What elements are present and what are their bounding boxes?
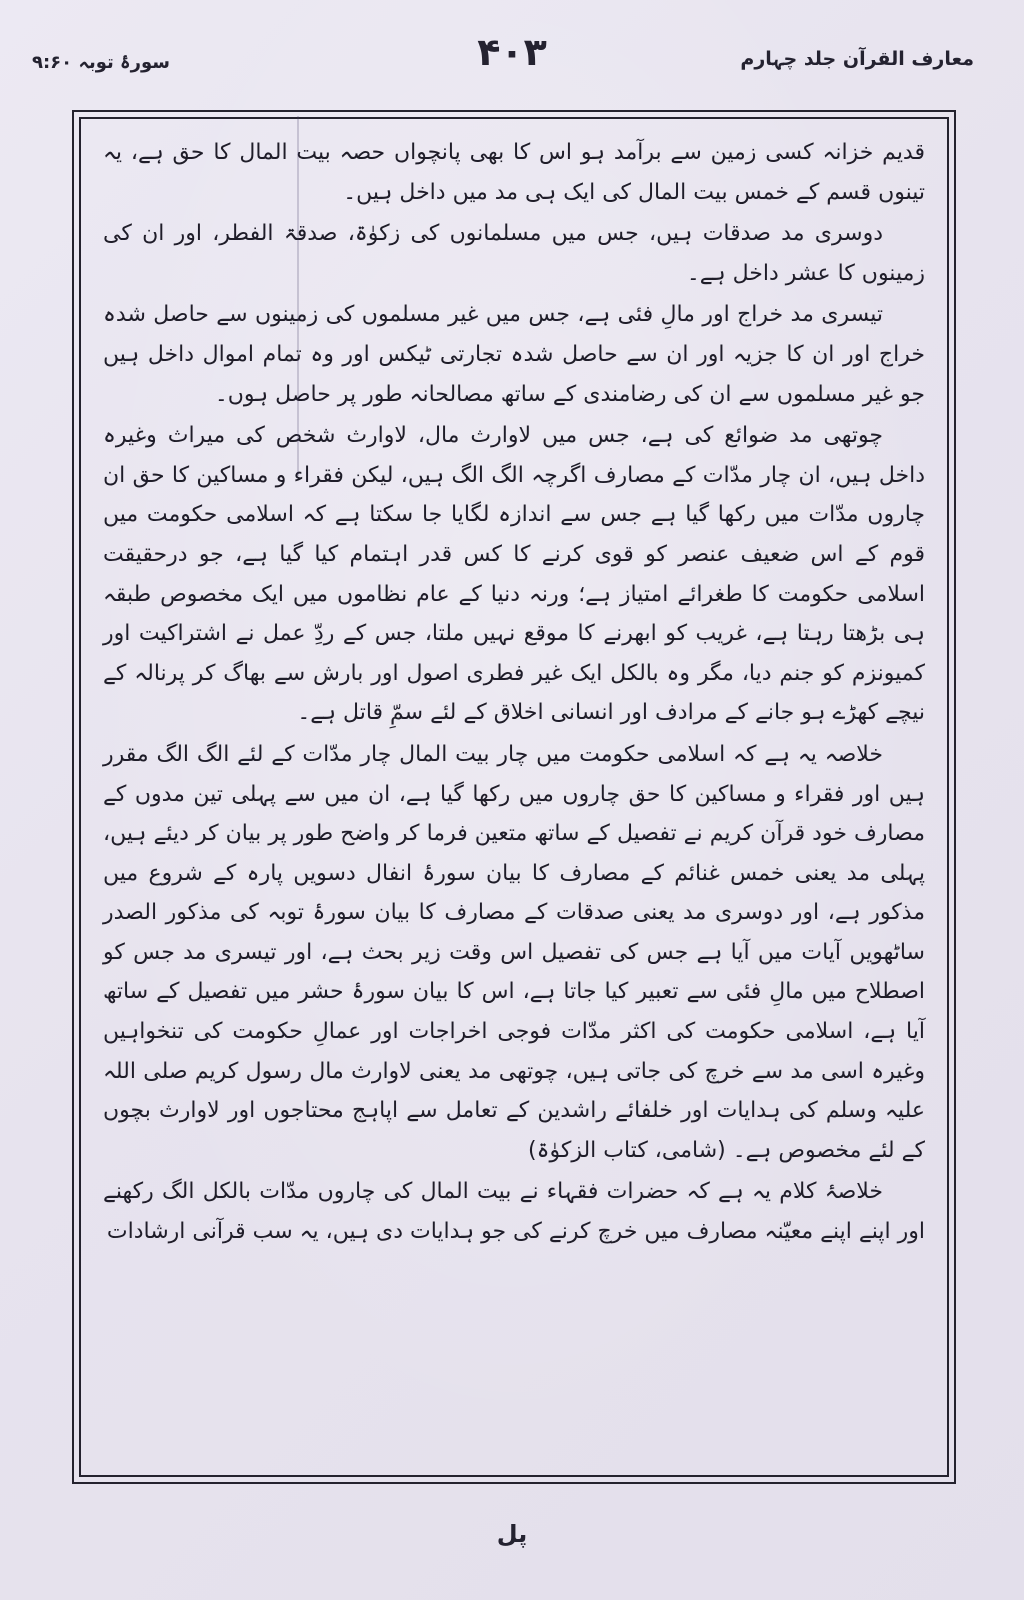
surah-reference: سورۂ توبہ ۹:۶۰ xyxy=(32,52,170,73)
book-title: معارف القرآن جلد چہارم xyxy=(740,48,974,70)
text-frame-inner xyxy=(79,117,949,1477)
paragraph: تیسری مد خراج اور مالِ فئی ہے، جس میں غیر مسلموں کی زمینوں سے حاصل شدہ خراج اور ان کا جزیہ اور ان سے حاصل شدہ تجارتی ٹیکس اور وہ تمام اموال داخل ہیں جو غیر مسلموں سے ان کی رضامندی کے ساتھ مصالحانہ طور پر حاصل ہوں۔ xyxy=(103,302,925,407)
paragraph: دوسری مد صدقات ہیں، جس میں مسلمانوں کی زکوٰۃ، صدقۃ الفطر، اور ان کی زمینوں کا عشر داخل ہے۔ xyxy=(103,221,925,286)
body-text xyxy=(103,133,925,1252)
paragraph: چوتھی مد ضوائع کی ہے، جس میں لاوارث مال، لاوارث شخص کی میراث وغیرہ داخل ہیں، ان چار مدّات کے مصارف اگرچہ الگ الگ ہیں، لیکن فقراء و مساکین کا حق ان چاروں مدّات میں رکھا گیا ہے جس سے اندازہ لگایا جا سکتا ہے کہ اسلامی حکومت میں قوم کے اس ضعیف عنصر کو قوی کرنے کا کس قدر اہتمام کیا گیا ہے، جو درحقیقت اسلامی حکومت کا طغرائے امتیاز ہے؛ ورنہ دنیا کے عام نظاموں میں ایک مخصوص طبقہ ہی بڑھتا رہتا ہے، غریب کو ابھرنے کا موقع نہیں ملتا، جس کے ردِّ عمل نے اشتراکیت اور کمیونزم کو جنم دیا، مگر وہ بالکل ایک غیر فطری اصول اور بارش سے بھاگ کر پرنالہ کے نیچے کھڑے ہو جانے کے مرادف اور انسانی اخلاق کے لئے سمِّ قاتل ہے۔ xyxy=(103,423,925,726)
paragraph: خلاصہ یہ ہے کہ اسلامی حکومت میں چار بیت المال چار مدّات کے لئے الگ الگ مقرر ہیں اور فقراء و مساکین کا حق چاروں میں رکھا گیا ہے، ان میں سے پہلی تین مدوں کے مصارف خود قرآن کریم نے تفصیل کے ساتھ متعین فرما کر واضح طور پر بیان کر دیئے ہیں، پہلی مد یعنی خمس غنائم کے مصارف کا بیان سورۂ انفال دسویں پارہ کے شروع میں مذکور ہے، اور دوسری مد یعنی صدقات کے مصارف کا بیان سورۂ توبہ کی مذکور الصدر ساٹھویں آیات میں آیا ہے جس کی تفصیل اس وقت زیر بحث ہے، اور تیسری مد جس کو اصطلاح میں مالِ فئی سے تعبیر کیا جاتا ہے، اس کا بیان سورۂ حشر میں تفصیل کے ساتھ آیا ہے، اسلامی حکومت کی اکثر مدّات فوجی اخراجات اور عمالِ حکومت کی تنخواہیں وغیرہ اسی مد سے خرچ کی جاتی ہیں، چوتھی مد یعنی لاوارث مال رسول کریم صلی اللہ علیہ وسلم کی ہدایات اور خلفائے راشدین کے تعامل سے اپاہج محتاجوں اور لاوارث بچوں کے لئے مخصوص ہے۔ (شامی، کتاب الزکوٰۃ) xyxy=(103,741,925,1163)
footer-catchword: پل xyxy=(496,1520,528,1548)
page-number: ۴۰۳ xyxy=(477,30,547,74)
text-frame xyxy=(72,110,956,1484)
paragraph: خلاصۂ کلام یہ ہے کہ حضرات فقہاء نے بیت المال کی چاروں مدّات بالکل الگ رکھنے اور اپنے اپنے معیّنہ مصارف میں خرچ کرنے کی جو ہدایات دی ہیں، یہ سب قرآنی ارشادات xyxy=(103,1179,925,1245)
paragraph: قدیم خزانہ کسی زمین سے برآمد ہو اس کا بھی پانچواں حصہ بیت المال کا حق ہے، یہ تینوں قسم کے خمس بیت المال کی ایک ہی مد میں داخل ہیں۔ xyxy=(103,140,926,205)
page-header xyxy=(24,30,1000,90)
